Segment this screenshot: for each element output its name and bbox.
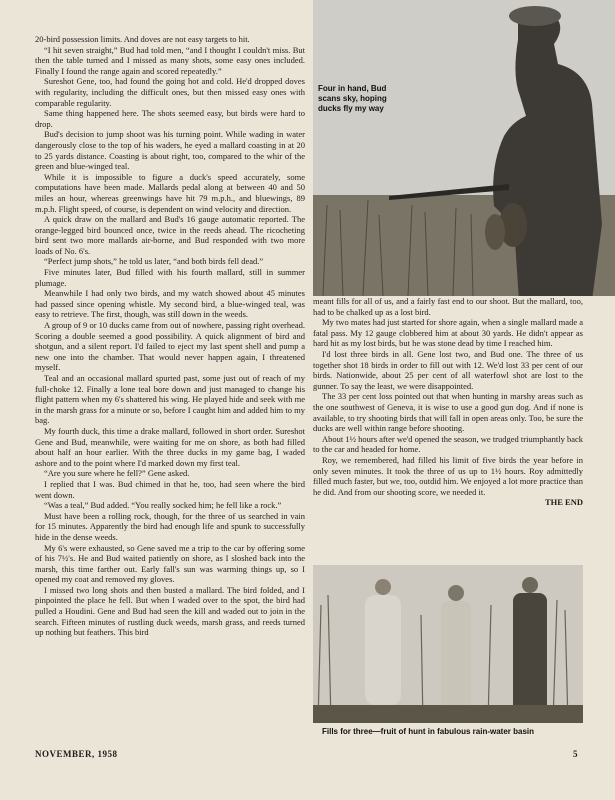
paragraph: “Was a teal,” Bud added. “You really socked him; he fell like a rock.” [44, 500, 282, 511]
the-end-marker: THE END [544, 497, 583, 508]
paragraph: The 33 per cent loss pointed out that when hunting in marshy areas such as the one southwest of Geneva, it is wise to use a good gun dog. And if none is available, to try shooting birds that will fall in open areas only. Too, be sure the ducks are well within range before shooting. [313, 391, 583, 434]
paragraph: Bud's decision to jump shoot was his turning point. While wading in water dangerously close to the top of his waders, he eyed a mallard coasting in at 20 to 25 yards distance. Coasting is about right, too, compared to the whir of the green and blue-winged teal. [35, 129, 305, 172]
left-text-column [35, 34, 305, 638]
footer-date: NOVEMBER, 1958 [35, 749, 118, 759]
paragraph: A quick draw on the mallard and Bud's 16 gauge automatic reported. The orange-legged bird bounced once, twice in the reeds ahead. The ricocheting bird sent two more mallards air-borne, and Bud responded with two more loads of No. 6's. [35, 214, 305, 256]
paragraph: Sureshot Gene, too, had found the going hot and cold. He'd dropped doves with regularity, including the difficult ones, but then missed easy ones with comparable regularity. [35, 76, 305, 108]
page-number: 5 [573, 749, 578, 759]
paragraph: I missed two long shots and then busted a mallard. The bird folded, and I pinpointed the place he fell. But when I waded over to the spot, the bird had pulled a Houdini. Gene and Bud had seen the kill and waded out to join in the search. Fifteen minutes of rustling duck weeds, marsh grass, and reeds turned up nothing but feathers. This bird [35, 584, 305, 638]
paragraph: My two mates had just started for shore again, when a single mallard made a fatal pass. My 12 gauge clobbered him at about 30 yards. He didn't appear as hard hit as my lost birds, but he was stone dead by time I reached him. [313, 317, 583, 349]
right-text-column [313, 296, 583, 508]
photo-caption-top: Four in hand, Bud scans sky, hoping ducks fly my way [318, 84, 387, 113]
three-hunters-illustration [313, 565, 583, 723]
paragraph: Five minutes later, Bud filled with his fourth mallard, still in summer plumage. [35, 267, 305, 288]
paragraph: A group of 9 or 10 ducks came from out of nowhere, passing right overhead. Scoring a double seemed a good possibility. A quick alignment of bird and shotgun, and a silent report. I'd failed to eject my last spent shell and pump a new one into the chamber. That would never happen again, I threatened myself. [35, 320, 305, 373]
hunter-photo [313, 0, 615, 296]
hunter-illustration [313, 0, 615, 296]
paragraph: “I hit seven straight,” Bud had told men, “and I thought I couldn't miss. But then the table turned and I missed as many shots, some easy ones included. Finally I found the range again and scored repeatedly.” [35, 44, 305, 76]
paragraph: meant fills for all of us, and a fairly fast end to our shoot. But the mallard, too, had to be chalked up as a lost bird. [313, 296, 583, 317]
paragraph: Same thing happened here. The shots seemed easy, but birds were hard to drop. [35, 108, 305, 129]
paragraph: “Perfect jump shots,” he told us later, “and both birds fell dead.” [44, 256, 264, 267]
paragraph: I'd lost three birds in all. Gene lost two, and Bud one. The three of us together shot 18 birds in order to fill out with 12. We'd lost 33 per cent of our birds. Nationwide, about 25 per cent of all waterfowl shot are lost to the gunner. To say the least, we were disappointed. [313, 348, 583, 391]
paragraph: My fourth duck, this time a drake mallard, followed in short order. Sureshot Gene and Bud, meanwhile, were waiting for me on shore, as both had filled about half an hour earlier. With the three ducks in my game bag, I waded ashore and to the point where I'd marked down my first teal. [35, 425, 305, 468]
paragraph: 20-bird possession limits. And doves are not easy targets to hit. [35, 34, 250, 44]
paragraph: Meanwhile I had only two birds, and my watch showed about 45 minutes had passed since opening whistle. My second bird, a blue-winged teal, was easy to retrieve. The first, though, was still down in the weeds. [35, 288, 305, 320]
paragraph: I replied that I was. Bud chimed in that he, too, had seen where the bird went down. [35, 478, 305, 500]
paragraph: While it is impossible to figure a duck's speed accurately, some computations have been made. Mallards pedal along at between 40 and 50 miles an hour, whereas greenwings have hit 79 m.p.h., and bluewings, 89 m.p.h. Flight speed, of course, is dependent on wind velocity and direction. [35, 171, 305, 214]
paragraph: Teal and an occasional mallard spurted past, some just out of reach of my full-choke 12. Finally a lone teal bore down and just managed to change his flight pattern when my 6's shattered his wing. He played hide and seek with me in the marsh grass for a minute or so, before I caught him and added him to my bag. [35, 373, 305, 426]
paragraph: Must have been a rolling rock, though, for the three of us searched in vain for 15 minutes. Apparently the bird had enough life and spunk to successfully hide in the dense weeds. [35, 510, 305, 542]
paragraph: Roy, we remembered, had filled his limit of five birds the year before in only seven minutes. It took the three of us up to 1½ hours. Roy admittedly filled much faster, but we, too, outdid him. We enjoyed a lot more practice than he did. And from our shooting score, we needed it. [313, 454, 583, 497]
three-hunters-photo [313, 565, 583, 723]
paragraph: “Are you sure where he fell?” Gene asked. [44, 468, 190, 479]
photo-caption-bottom: Fills for three—fruit of hunt in fabulous rain-water basin [322, 727, 535, 736]
paragraph: About 1½ hours after we'd opened the season, we trudged triumphantly back to the car and headed for home. [313, 433, 583, 455]
paragraph: My 6's were exhausted, so Gene saved me a trip to the car by offering some of his 7½'s. He and Bud waited patiently on shore, as I sloshed back into the marsh, this time farther out. Early fall's sun was warming things up, so I opened my coat and removed my gloves. [35, 542, 305, 585]
